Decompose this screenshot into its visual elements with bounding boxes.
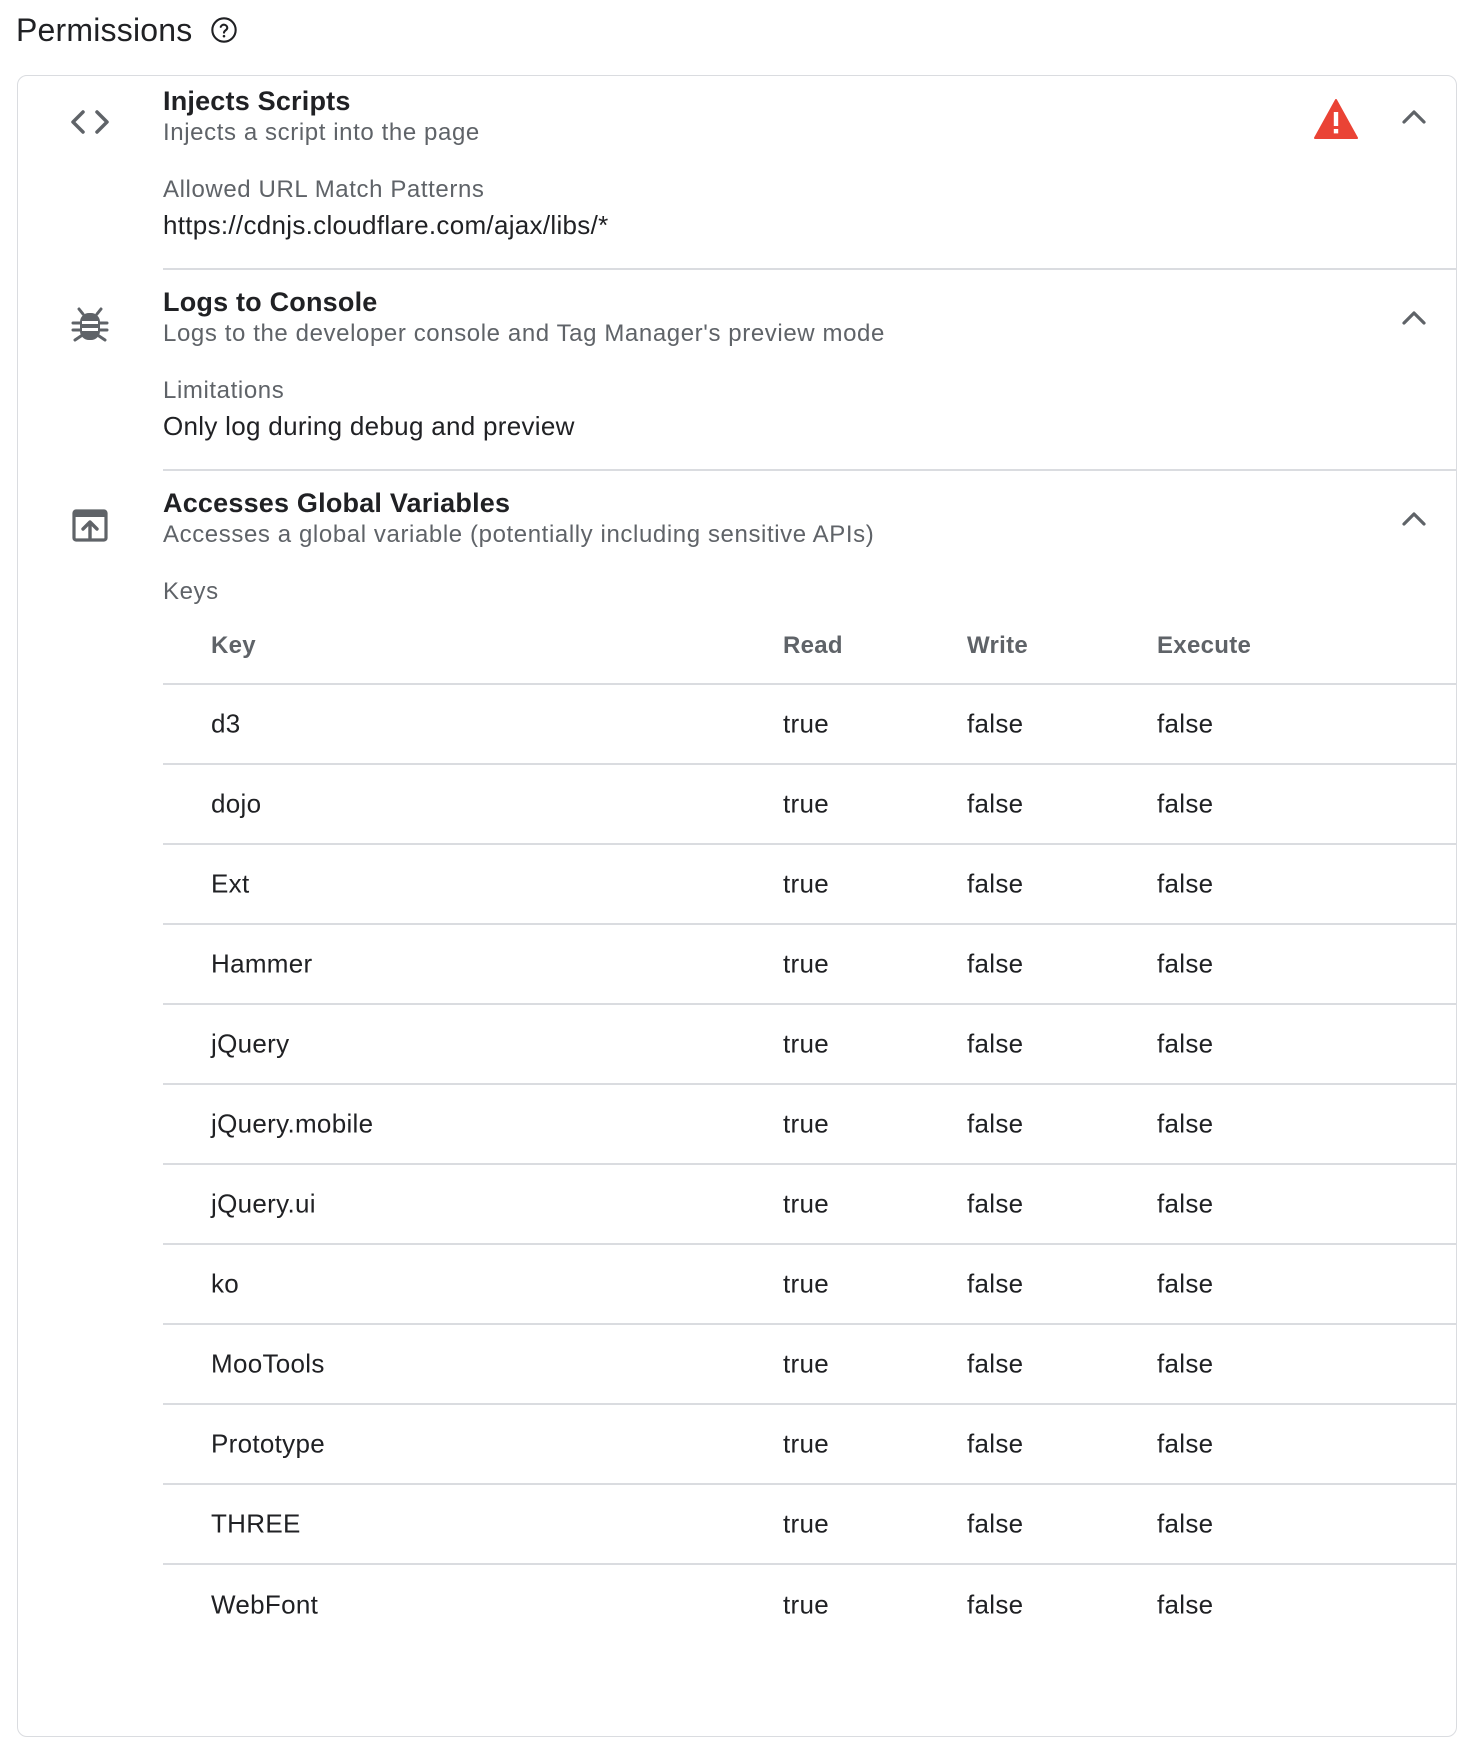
page-header — [16, 8, 238, 52]
divider — [163, 268, 1456, 270]
cell-write: false — [967, 1589, 1024, 1620]
cell-key: Prototype — [211, 1428, 325, 1459]
table-row — [163, 1005, 1456, 1085]
cell-key: ko — [211, 1268, 240, 1299]
cell-execute: false — [1157, 1268, 1214, 1299]
cell-read: true — [783, 948, 830, 979]
cell-write: false — [967, 1268, 1024, 1299]
section-title: Logs to Console — [163, 287, 378, 317]
permission-injects-scripts — [18, 76, 1456, 276]
cell-key: THREE — [211, 1508, 301, 1539]
page-title: Permissions — [16, 11, 193, 48]
collapse-chevron-icon[interactable] — [1396, 99, 1432, 135]
section-sublabel: Allowed URL Match Patterns — [163, 176, 485, 203]
section-description: Logs to the developer console and Tag Manager's preview mode — [163, 320, 885, 347]
limitation-value: Only log during debug and preview — [163, 411, 575, 441]
cell-execute: false — [1157, 948, 1214, 979]
cell-read: true — [783, 868, 830, 899]
cell-write: false — [967, 1028, 1024, 1059]
warning-icon — [1313, 98, 1359, 140]
section-sublabel: Keys — [163, 578, 219, 605]
cell-execute: false — [1157, 1188, 1214, 1219]
cell-execute: false — [1157, 1348, 1214, 1379]
section-description: Accesses a global variable (potentially including sensitive APIs) — [163, 521, 875, 548]
cell-read: true — [783, 1428, 830, 1459]
permission-logs-to-console — [18, 277, 1456, 477]
cell-execute: false — [1157, 1108, 1214, 1139]
cell-key: Ext — [211, 868, 250, 899]
table-row — [163, 1565, 1456, 1645]
table-row — [163, 845, 1456, 925]
table-header — [163, 608, 1456, 685]
cell-key: jQuery.ui — [211, 1188, 316, 1219]
cell-read: true — [783, 1348, 830, 1379]
cell-execute: false — [1157, 788, 1214, 819]
cell-write: false — [967, 788, 1024, 819]
divider — [163, 469, 1456, 471]
help-circle-icon[interactable] — [210, 16, 238, 44]
cell-key: jQuery — [211, 1028, 290, 1059]
table-row — [163, 685, 1456, 765]
table-body — [163, 685, 1456, 1645]
cell-write: false — [967, 948, 1024, 979]
table-row — [163, 925, 1456, 1005]
cell-write: false — [967, 1428, 1024, 1459]
bug-icon — [68, 303, 112, 347]
open-in-browser-icon — [68, 504, 112, 548]
cell-read: true — [783, 708, 830, 739]
cell-write: false — [967, 1508, 1024, 1539]
cell-execute: false — [1157, 1589, 1214, 1620]
cell-read: true — [783, 1028, 830, 1059]
cell-key: dojo — [211, 788, 262, 819]
table-row — [163, 1485, 1456, 1565]
cell-key: d3 — [211, 708, 241, 739]
cell-execute: false — [1157, 868, 1214, 899]
table-row — [163, 1245, 1456, 1325]
cell-read: true — [783, 1268, 830, 1299]
cell-write: false — [967, 1348, 1024, 1379]
section-title: Injects Scripts — [163, 86, 351, 116]
cell-read: true — [783, 788, 830, 819]
collapse-chevron-icon[interactable] — [1396, 501, 1432, 537]
cell-key: jQuery.mobile — [211, 1108, 374, 1139]
collapse-chevron-icon[interactable] — [1396, 300, 1432, 336]
cell-read: true — [783, 1108, 830, 1139]
cell-write: false — [967, 1108, 1024, 1139]
table-row — [163, 765, 1456, 845]
cell-key: MooTools — [211, 1348, 325, 1379]
section-sublabel: Limitations — [163, 377, 285, 404]
column-header-key: Key — [211, 631, 256, 659]
column-header-execute: Execute — [1157, 631, 1252, 659]
table-row — [163, 1405, 1456, 1485]
column-header-write: Write — [967, 631, 1029, 659]
section-title: Accesses Global Variables — [163, 488, 511, 518]
keys-table — [163, 608, 1456, 1645]
url-match-pattern: https://cdnjs.cloudflare.com/ajax/libs/* — [163, 210, 609, 240]
cell-write: false — [967, 1188, 1024, 1219]
cell-execute: false — [1157, 708, 1214, 739]
code-brackets-icon — [68, 101, 112, 145]
cell-key: Hammer — [211, 948, 313, 979]
cell-key: WebFont — [211, 1589, 319, 1620]
section-description: Injects a script into the page — [163, 119, 480, 146]
cell-read: true — [783, 1589, 830, 1620]
table-row — [163, 1165, 1456, 1245]
table-row — [163, 1325, 1456, 1405]
cell-execute: false — [1157, 1028, 1214, 1059]
cell-read: true — [783, 1508, 830, 1539]
cell-execute: false — [1157, 1508, 1214, 1539]
cell-write: false — [967, 708, 1024, 739]
permissions-card — [17, 75, 1457, 1737]
column-header-read: Read — [783, 631, 843, 659]
table-row — [163, 1085, 1456, 1165]
permission-accesses-global-variables — [18, 478, 1456, 628]
cell-read: true — [783, 1188, 830, 1219]
cell-write: false — [967, 868, 1024, 899]
cell-execute: false — [1157, 1428, 1214, 1459]
